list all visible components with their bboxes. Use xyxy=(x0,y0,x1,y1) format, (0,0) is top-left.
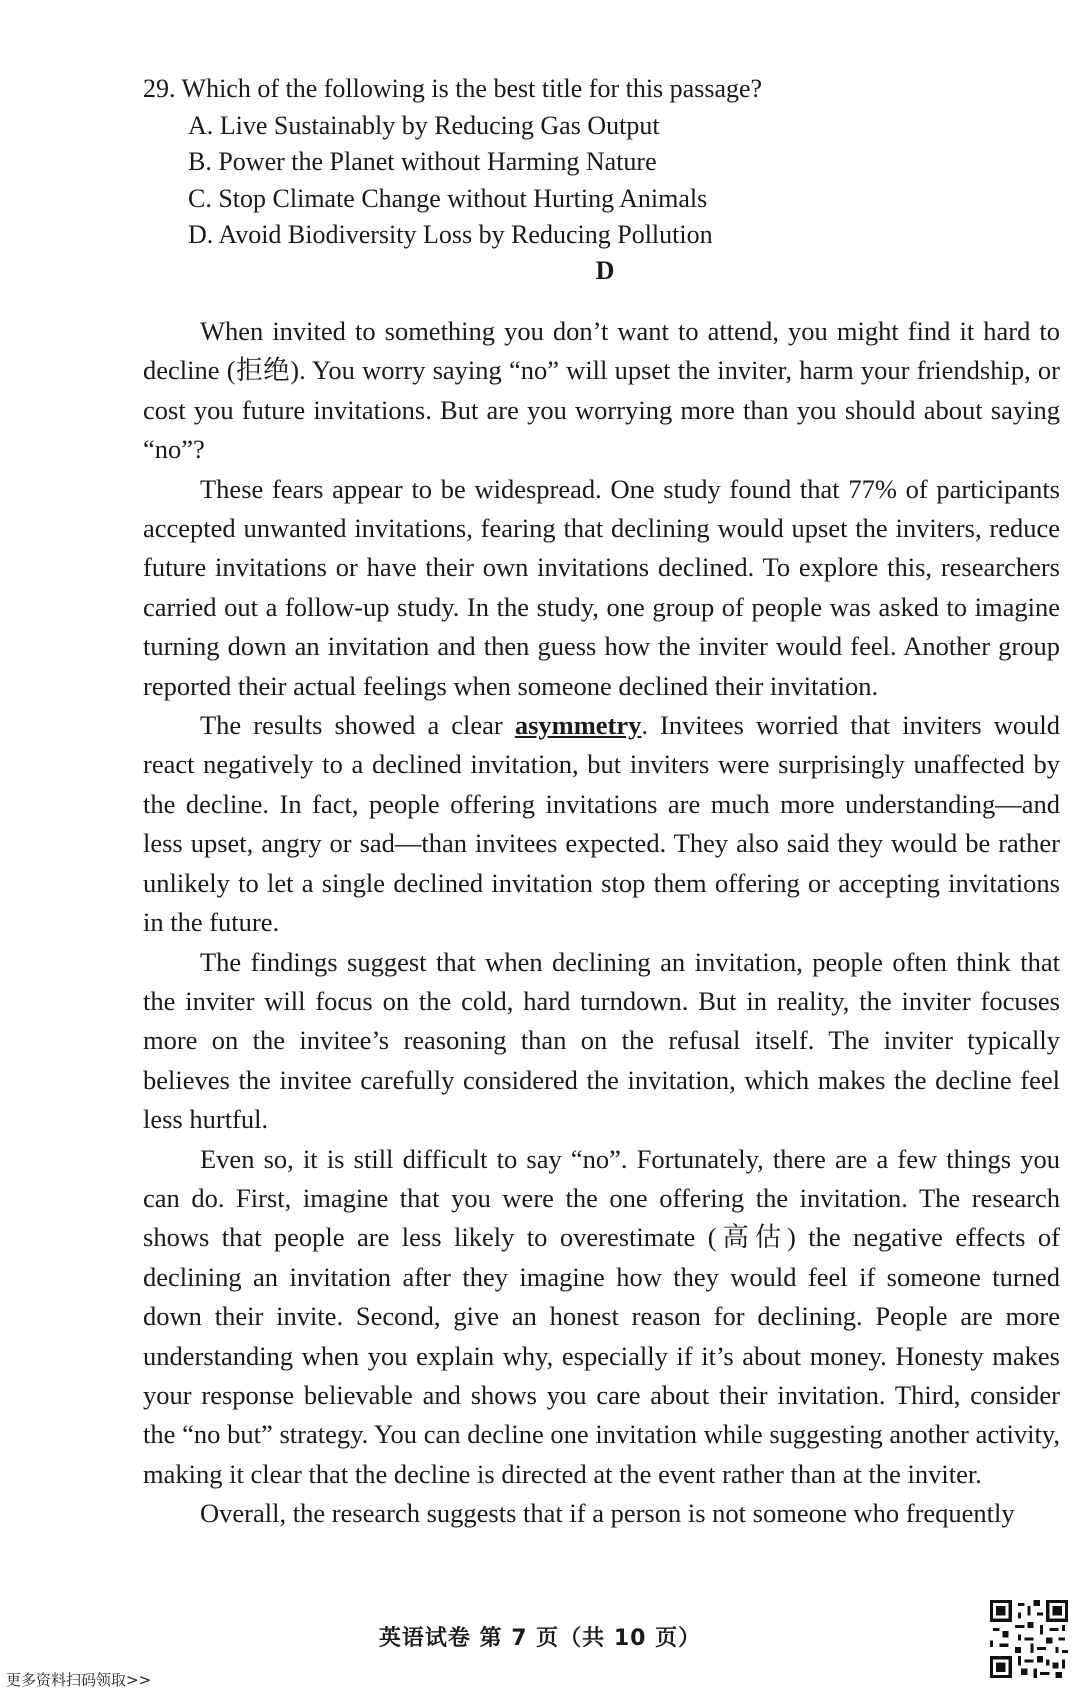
option-b: B. Power the Planet without Harming Nature xyxy=(188,147,657,176)
option-a: A. Live Sustainably by Reducing Gas Output xyxy=(188,111,660,140)
option-d: D. Avoid Biodiversity Loss by Reducing Pollution xyxy=(188,220,713,249)
qr-code-icon[interactable] xyxy=(990,1600,1068,1678)
option-c: C. Stop Climate Change without Hurting Animals xyxy=(188,184,708,213)
more-resources-note[interactable]: 更多资料扫码领取>> xyxy=(6,1671,152,1689)
section-label: D xyxy=(595,256,615,285)
paragraph-5: Even so, it is still difficult to say “no”. Fortunately, there are a few things you can do. First, imagine that you were the one offering the invitation. The research shows that people are less likely to overestimate (高估) the negative effects of declining an invitation after they imagine how they would feel if someone turned down their invite. Second, give an honest reason for declining. People are more understanding when you explain why, especially if it’s about money. Honesty makes your response believable and shows you care about their invitation. Third, consider the “no but” strategy. You can decline one invitation while suggesting another activity, making it clear that the decline is directed at the event rather than at the inviter. xyxy=(143,1143,1060,1489)
question-stem: 29. Which of the following is the best title for this passage? xyxy=(143,74,763,103)
paragraph-1: When invited to something you don’t want to attend, you might find it hard to decline (拒绝). You worry saying “no” will upset the inviter, harm your friendship, or cost you future invitations. But are you worrying more than you should about saying “no”? xyxy=(143,316,1060,465)
page-footer: 英语试卷 第 7 页（共 10 页） xyxy=(378,1626,702,1651)
paragraph-3-rest: . Invitees worried that inviters would react negatively to a declined invitation, but inviters were surprisingly unaffected by the decline. In fact, people offering invitations are much more understanding—and less upset, angry or sad—than invitees expected. They also said they would be rather unlikely to let a single declined invitation stop them offering or accepting invitations in the future. xyxy=(143,710,1060,938)
paragraph-3-lead: The results showed a clear xyxy=(200,710,515,741)
paragraph-4: The findings suggest that when declining an invitation, people often think that the inviter will focus on the cold, hard turndown. But in reality, the inviter focuses more on the invitee’s reasoning than on the refusal itself. The inviter typically believes the invitee carefully considered the invitation, which makes the decline feel less hurtful. xyxy=(143,946,1060,1135)
paragraph-6: Overall, the research suggests that if a person is not someone who frequently xyxy=(200,1498,1015,1529)
passage xyxy=(143,312,1060,1534)
paragraph-2: These fears appear to be widespread. One study found that 77% of participants accepted unwanted invitations, fearing that declining would upset the inviters, reduce future invitations or have their own invitations declined. To explore this, researchers carried out a follow-up study. In the study, one group of people was asked to imagine turning down an invitation and then guess how the inviter would feel. Another group reported their actual feelings when someone declined their invitation. xyxy=(143,473,1060,701)
paragraph-3 xyxy=(143,706,1060,942)
keyword-asymmetry: asymmetry xyxy=(514,710,642,741)
